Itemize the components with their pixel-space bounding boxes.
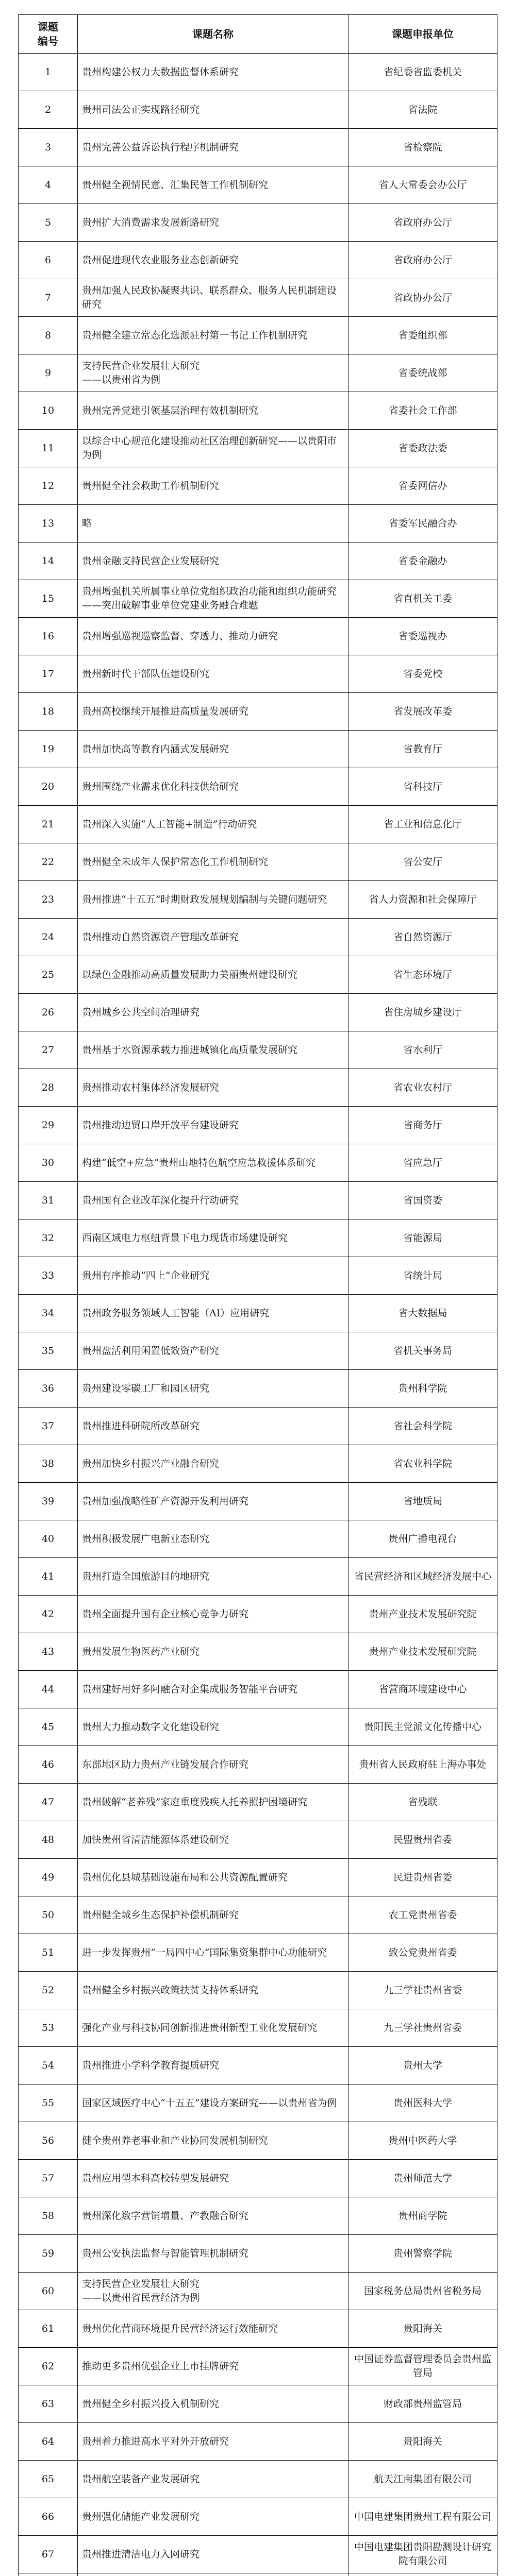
table-row: [19, 1784, 497, 1821]
topic-title-cell: 贵州破解“老养残”家庭重度残疾人托养照护困境研究: [78, 1784, 348, 1821]
applicant-unit-cell: 贵阳海关: [348, 2310, 497, 2348]
table-row: [19, 843, 497, 881]
topic-title-cell: 进一步发挥贵州“一局四中心”国际集资集群中心功能研究: [78, 1934, 348, 1972]
applicant-unit-cell: 省教育厅: [348, 731, 497, 768]
topic-number-cell: 24: [19, 919, 78, 956]
topic-number-cell: 57: [19, 2160, 78, 2197]
table-row: [19, 2084, 497, 2122]
topic-number-cell: 42: [19, 1596, 78, 1633]
topic-title-cell: 贵州推进小学科学教育提质研究: [78, 2047, 348, 2084]
applicant-unit-cell: 省委巡视办: [348, 618, 497, 655]
table-row: [19, 505, 497, 543]
table-row: [19, 1370, 497, 1408]
applicant-unit-cell: 中国证券监督管理委员会贵州监管局: [348, 2348, 497, 2385]
topic-title-cell: 贵州扩大消费需求发展新路研究: [78, 204, 348, 242]
topic-number-cell: 7: [19, 279, 78, 317]
table-row: [19, 1445, 497, 1483]
table-row: [19, 2122, 497, 2160]
table-row: [19, 956, 497, 994]
topic-title-cell: 贵州积极发展广电新业态研究: [78, 1520, 348, 1558]
applicant-unit-cell: 中国电建集团贵阳勘测设计研究院有限公司: [348, 2536, 497, 2573]
topic-number-cell: 14: [19, 543, 78, 580]
topic-number-cell: 35: [19, 1332, 78, 1370]
applicant-unit-cell: 民进贵州省委: [348, 1859, 497, 1896]
topic-title-cell: 贵州加强人民政协凝聚共识、联系群众、服务人民机制建设研究: [78, 279, 348, 317]
applicant-unit-cell: 省委军民融合办: [348, 505, 497, 543]
table-row: [19, 731, 497, 768]
topic-title-cell: 贵州金融支持民营企业发展研究: [78, 543, 348, 580]
applicant-unit-cell: 省生态环境厅: [348, 956, 497, 994]
table-row: [19, 768, 497, 806]
topic-number-cell: 38: [19, 1445, 78, 1483]
topic-title-cell: 构建“低空+应急”贵州山地特色航空应急救援体系研究: [78, 1144, 348, 1182]
topic-title-cell: 贵州完善党建引领基层治理有效机制研究: [78, 392, 348, 430]
topic-title-cell: 贵州健全乡村振兴政策扶贫支持体系研究: [78, 1972, 348, 2009]
topic-number-cell: 61: [19, 2310, 78, 2348]
topic-title-cell: 贵州增强机关所属事业单位党组织政治功能和组织功能研究——突出破解事业单位党建业务融合难题: [78, 580, 348, 618]
topic-number-cell: 30: [19, 1144, 78, 1182]
topic-title-cell: 贵州着力推进高水平对外开放研究: [78, 2423, 348, 2461]
topic-title-cell: 贵州推进“十五五”时期财政发展规划编制与关键问题研究: [78, 881, 348, 919]
table-row: [19, 1144, 497, 1182]
topic-number-cell: 31: [19, 1182, 78, 1219]
table-row: [19, 1896, 497, 1934]
topic-number-cell: 66: [19, 2498, 78, 2536]
topic-number-cell: 27: [19, 1031, 78, 1069]
topic-title-cell: 贵州促进现代农业服务业态创新研究: [78, 242, 348, 279]
table-row: [19, 2273, 497, 2310]
topic-number-cell: 23: [19, 881, 78, 919]
table-row: [19, 1483, 497, 1520]
topic-number-cell: 58: [19, 2197, 78, 2235]
topic-title-cell: 贵州推动边贸口岸开放平台建设研究: [78, 1107, 348, 1144]
applicant-unit-cell: 省委组织部: [348, 317, 497, 354]
table-row: [19, 2009, 497, 2047]
topic-title-cell: 贵州强化储能产业发展研究: [78, 2498, 348, 2536]
topic-number-cell: 16: [19, 618, 78, 655]
topic-number-cell: 34: [19, 1295, 78, 1332]
topic-title-cell: 贵州建设零碳工厂和园区研究: [78, 1370, 348, 1408]
topic-number-cell: 40: [19, 1520, 78, 1558]
table-row: [19, 1596, 497, 1633]
table-row: [19, 1107, 497, 1144]
table-row: [19, 1671, 497, 1708]
topic-title-cell: 支持民营企业发展壮大研究 ——以贵州省民营经济为例: [78, 2273, 348, 2310]
table-row: [19, 1182, 497, 1219]
topic-title-cell: 强化产业与科技协同创新推进贵州新型工业化发展研究: [78, 2009, 348, 2047]
topic-number-cell: 37: [19, 1408, 78, 1445]
table-row: [19, 919, 497, 956]
topic-title-cell: 贵州加强战略性矿产资源开发利用研究: [78, 1483, 348, 1520]
table-row: [19, 1295, 497, 1332]
topic-title-cell: 健全贵州养老事业和产业协同发展机制研究: [78, 2122, 348, 2160]
topic-number-cell: 18: [19, 693, 78, 731]
topic-number-cell: 59: [19, 2235, 78, 2273]
topic-title-cell: 贵州应用型本科高校转型发展研究: [78, 2160, 348, 2197]
applicant-unit-cell: 国家税务总局贵州省税务局: [348, 2273, 497, 2310]
table-row: [19, 1257, 497, 1295]
header-applicant-unit: 课题申报单位: [348, 15, 497, 54]
topic-number-cell: 41: [19, 1558, 78, 1596]
document-page: [18, 14, 497, 2576]
table-row: [19, 1332, 497, 1370]
topic-title-cell: 贵州公安执法监督与智能管理机制研究: [78, 2235, 348, 2273]
topic-number-cell: 56: [19, 2122, 78, 2160]
applicant-unit-cell: 省发展改革委: [348, 693, 497, 731]
topic-number-cell: 3: [19, 129, 78, 166]
topic-title-cell: 贵州深化数字营销增量、产教融合研究: [78, 2197, 348, 2235]
topic-number-cell: 49: [19, 1859, 78, 1896]
topic-number-cell: 15: [19, 580, 78, 618]
topic-title-cell: 贵州深入实施“人工智能+制造”行动研究: [78, 806, 348, 843]
topic-title-cell: 贵州基于水资源承载力推进城镇化高质量发展研究: [78, 1031, 348, 1069]
applicant-unit-cell: 省科技厅: [348, 768, 497, 806]
table-row: [19, 618, 497, 655]
table-row: [19, 2197, 497, 2235]
applicant-unit-cell: 省统计局: [348, 1257, 497, 1295]
applicant-unit-cell: 省委金融办: [348, 543, 497, 580]
topic-title-cell: 以综合中心规范化建设推动社区治理创新研究——以贵阳市为例: [78, 430, 348, 467]
table-row: [19, 166, 497, 204]
applicant-unit-cell: 省水利厅: [348, 1031, 497, 1069]
topic-title-cell: 贵州发展生物医药产业研究: [78, 1633, 348, 1671]
topic-title-cell: 推动更多贵州优强企业上市挂牌研究: [78, 2348, 348, 2385]
topic-title-cell: 东部地区助力贵州产业链发展合作研究: [78, 1746, 348, 1784]
topic-title-cell: 贵州健全社会救助工作机制研究: [78, 467, 348, 505]
topic-title-cell: 贵州盘活利用闲置低效资产研究: [78, 1332, 348, 1370]
applicant-unit-cell: 农工党贵州省委: [348, 1896, 497, 1934]
topic-number-cell: 64: [19, 2423, 78, 2461]
applicant-unit-cell: 致公党贵州省委: [348, 1934, 497, 1972]
topic-title-cell: 贵州航空装备产业发展研究: [78, 2461, 348, 2498]
topic-title-cell: 贵州围绕产业需求优化科技供给研究: [78, 768, 348, 806]
table-row: [19, 2348, 497, 2385]
header-topic-title: 课题名称: [78, 15, 348, 54]
topic-title-cell: 贵州完善公益诉讼执行程序机制研究: [78, 129, 348, 166]
applicant-unit-cell: 民盟贵州省委: [348, 1821, 497, 1859]
table-row: [19, 994, 497, 1031]
table-row: [19, 467, 497, 505]
table-body: [19, 54, 497, 2576]
topic-title-cell: 贵州推进清洁电力入网研究: [78, 2536, 348, 2573]
topic-number-cell: 45: [19, 1708, 78, 1746]
table-row: [19, 317, 497, 354]
topic-number-cell: 21: [19, 806, 78, 843]
topic-title-cell: 略: [78, 505, 348, 543]
topic-number-cell: 2: [19, 91, 78, 129]
applicant-unit-cell: 贵州中医药大学: [348, 2122, 497, 2160]
topic-title-cell: 贵州优化县城基础设施布局和公共资源配置研究: [78, 1859, 348, 1896]
table-header-row: [19, 15, 497, 54]
applicant-unit-cell: 省机关事务局: [348, 1332, 497, 1370]
applicant-unit-cell: 省住房城乡建设厅: [348, 994, 497, 1031]
topic-number-cell: 22: [19, 843, 78, 881]
topic-title-cell: 贵州政务服务领域人工智能（AI）应用研究: [78, 1295, 348, 1332]
table-row: [19, 1031, 497, 1069]
topic-number-cell: 65: [19, 2461, 78, 2498]
applicant-unit-cell: 省纪委省监委机关: [348, 54, 497, 91]
topic-number-cell: 32: [19, 1219, 78, 1257]
table-row: [19, 1633, 497, 1671]
topic-title-cell: 贵州优化营商环境提升民营经济运行效能研究: [78, 2310, 348, 2348]
table-row: [19, 693, 497, 731]
applicant-unit-cell: 省委网信办: [348, 467, 497, 505]
topic-title-cell: 贵州大力推动数字文化建设研究: [78, 1708, 348, 1746]
topic-title-cell: 贵州健全视情民意、汇集民智工作机制研究: [78, 166, 348, 204]
table-row: [19, 1859, 497, 1896]
applicant-unit-cell: 省农业农村厅: [348, 1069, 497, 1107]
table-row: [19, 2573, 497, 2576]
applicant-unit-cell: 省法院: [348, 91, 497, 129]
table-row: [19, 54, 497, 91]
topic-number-cell: 33: [19, 1257, 78, 1295]
table-row: [19, 1934, 497, 1972]
table-row: [19, 1708, 497, 1746]
header-topic-number: 课题 编号: [19, 15, 78, 54]
table-row: [19, 1558, 497, 1596]
topic-number-cell: 9: [19, 354, 78, 392]
table-row: [19, 2160, 497, 2197]
topic-title-cell: 贵州健全乡村振兴投入机制研究: [78, 2385, 348, 2423]
topic-number-cell: 46: [19, 1746, 78, 1784]
topic-number-cell: 6: [19, 242, 78, 279]
applicant-unit-cell: 省商务厅: [348, 1107, 497, 1144]
topic-number-cell: 44: [19, 1671, 78, 1708]
table-row: [19, 1408, 497, 1445]
topic-number-cell: 17: [19, 655, 78, 693]
table-row: [19, 1219, 497, 1257]
topic-title-cell: 贵州国有企业改革深化提升行动研究: [78, 1182, 348, 1219]
topic-number-cell: 19: [19, 731, 78, 768]
topic-number-cell: 43: [19, 1633, 78, 1671]
topic-number-cell: 50: [19, 1896, 78, 1934]
applicant-unit-cell: 省大数据局: [348, 1295, 497, 1332]
applicant-unit-cell: 省政府办公厅: [348, 204, 497, 242]
topic-title-cell: 支持民营企业发展壮大研究 ——以贵州省为例: [78, 354, 348, 392]
applicant-unit-cell: 贵州大学: [348, 2047, 497, 2084]
table-row: [19, 806, 497, 843]
table-row: [19, 204, 497, 242]
topic-number-cell: 8: [19, 317, 78, 354]
table-row: [19, 430, 497, 467]
table-row: [19, 580, 497, 618]
table-row: [19, 2235, 497, 2273]
applicant-unit-cell: 省应急厅: [348, 1144, 497, 1182]
table-row: [19, 2047, 497, 2084]
applicant-unit-cell: 省检察院: [348, 129, 497, 166]
topic-title-cell: 贵州健全建立常态化选派驻村第一书记工作机制研究: [78, 317, 348, 354]
topic-title-cell: 贵州健全城乡生态保护补偿机制研究: [78, 1896, 348, 1934]
topic-number-cell: 52: [19, 1972, 78, 2009]
topic-title-cell: 贵州打造全国旅游目的地研究: [78, 1558, 348, 1596]
topic-number-cell: 4: [19, 166, 78, 204]
topic-number-cell: 53: [19, 2009, 78, 2047]
applicant-unit-cell: 省自然资源厅: [348, 919, 497, 956]
topic-title-cell: 贵州加快乡村振兴产业融合研究: [78, 1445, 348, 1483]
applicant-unit-cell: 省残联: [348, 1784, 497, 1821]
topic-title-cell: 西南区域电力枢纽背景下电力现货市场建设研究: [78, 1219, 348, 1257]
applicant-unit-cell: 省人大常委会办公厅: [348, 166, 497, 204]
table-row: [19, 354, 497, 392]
applicant-unit-cell: 省委政法委: [348, 430, 497, 467]
applicant-unit-cell: 省委社会工作部: [348, 392, 497, 430]
topic-number-cell: 26: [19, 994, 78, 1031]
applicant-unit-cell: 贵州省人民政府驻上海办事处: [348, 1746, 497, 1784]
research-topics-table: [18, 14, 497, 2576]
topic-title-cell: 贵州新时代干部队伍建设研究: [78, 655, 348, 693]
table-row: [19, 129, 497, 166]
applicant-unit-cell: 省公安厅: [348, 843, 497, 881]
table-row: [19, 1821, 497, 1859]
applicant-unit-cell: 省社会科学院: [348, 1408, 497, 1445]
topic-number-cell: 29: [19, 1107, 78, 1144]
applicant-unit-cell: 九三学社贵州省委: [348, 1972, 497, 2009]
table-row: [19, 2423, 497, 2461]
table-row: [19, 2310, 497, 2348]
topic-number-cell: [19, 2573, 78, 2576]
applicant-unit-cell: 贵州师范大学: [348, 2160, 497, 2197]
applicant-unit-cell: 省政协办公厅: [348, 279, 497, 317]
applicant-unit-cell: 省委统战部: [348, 354, 497, 392]
applicant-unit-cell: 贵州广播电视台: [348, 1520, 497, 1558]
table-row: [19, 881, 497, 919]
applicant-unit-cell: 省营商环境建设中心: [348, 1671, 497, 1708]
topic-title-cell: [78, 2573, 348, 2576]
topic-number-cell: 10: [19, 392, 78, 430]
topic-title-cell: 贵州司法公正实现路径研究: [78, 91, 348, 129]
topic-title-cell: 贵州城乡公共空间治理研究: [78, 994, 348, 1031]
topic-number-cell: 67: [19, 2536, 78, 2573]
topic-number-cell: 13: [19, 505, 78, 543]
topic-title-cell: 贵州有序推动“四上”企业研究: [78, 1257, 348, 1295]
topic-number-cell: 28: [19, 1069, 78, 1107]
table-row: [19, 392, 497, 430]
applicant-unit-cell: 省民营经济和区域经济发展中心: [348, 1558, 497, 1596]
table-row: [19, 2385, 497, 2423]
table-row: [19, 1069, 497, 1107]
applicant-unit-cell: 贵州科学院: [348, 1370, 497, 1408]
topic-title-cell: 贵州高校继续开展推进高质量发展研究: [78, 693, 348, 731]
topic-number-cell: 25: [19, 956, 78, 994]
topic-number-cell: 55: [19, 2084, 78, 2122]
applicant-unit-cell: 航天江南集团有限公司: [348, 2461, 497, 2498]
topic-number-cell: 54: [19, 2047, 78, 2084]
applicant-unit-cell: 省人力资源和社会保障厅: [348, 881, 497, 919]
table-row: [19, 543, 497, 580]
table-row: [19, 1520, 497, 1558]
topic-number-cell: 5: [19, 204, 78, 242]
applicant-unit-cell: 省农业科学院: [348, 1445, 497, 1483]
table-row: [19, 91, 497, 129]
applicant-unit-cell: 贵阳海关: [348, 2423, 497, 2461]
topic-title-cell: 贵州推进科研院所改革研究: [78, 1408, 348, 1445]
topic-number-cell: 20: [19, 768, 78, 806]
applicant-unit-cell: 省国资委: [348, 1182, 497, 1219]
applicant-unit-cell: 省工业和信息化厅: [348, 806, 497, 843]
applicant-unit-cell: 省政府办公厅: [348, 242, 497, 279]
topic-title-cell: 以绿色金融推动高质量发展助力美丽贵州建设研究: [78, 956, 348, 994]
table-row: [19, 1972, 497, 2009]
applicant-unit-cell: 省直机关工委: [348, 580, 497, 618]
applicant-unit-cell: 财政部贵州监管局: [348, 2385, 497, 2423]
applicant-unit-cell: 贵州警察学院: [348, 2235, 497, 2273]
applicant-unit-cell: [348, 2573, 497, 2576]
table-row: [19, 1746, 497, 1784]
topic-title-cell: 贵州建好用好多阿融合对企集成服务智能平台研究: [78, 1671, 348, 1708]
table-row: [19, 2461, 497, 2498]
applicant-unit-cell: 中国电建集团贵州工程有限公司: [348, 2498, 497, 2536]
topic-number-cell: 12: [19, 467, 78, 505]
table-row: [19, 2498, 497, 2536]
applicant-unit-cell: 九三学社贵州省委: [348, 2009, 497, 2047]
topic-number-cell: 62: [19, 2348, 78, 2385]
table-row: [19, 655, 497, 693]
topic-title-cell: 贵州推动自然资源资产管理改革研究: [78, 919, 348, 956]
topic-title-cell: 贵州健全未成年人保护常态化工作机制研究: [78, 843, 348, 881]
applicant-unit-cell: 省地质局: [348, 1483, 497, 1520]
topic-title-cell: 加快贵州省清洁能源体系建设研究: [78, 1821, 348, 1859]
topic-number-cell: 51: [19, 1934, 78, 1972]
topic-title-cell: 贵州加快高等教育内涵式发展研究: [78, 731, 348, 768]
topic-number-cell: 11: [19, 430, 78, 467]
table-row: [19, 279, 497, 317]
topic-title-cell: 贵州构建公权力大数据监督体系研究: [78, 54, 348, 91]
topic-number-cell: 60: [19, 2273, 78, 2310]
applicant-unit-cell: 贵州商学院: [348, 2197, 497, 2235]
topic-number-cell: 39: [19, 1483, 78, 1520]
topic-number-cell: 63: [19, 2385, 78, 2423]
applicant-unit-cell: 省委党校: [348, 655, 497, 693]
topic-number-cell: 36: [19, 1370, 78, 1408]
table-row: [19, 242, 497, 279]
topic-title-cell: 贵州增强巡视巡察监督、穿透力、推动力研究: [78, 618, 348, 655]
applicant-unit-cell: 贵州医科大学: [348, 2084, 497, 2122]
applicant-unit-cell: 贵阳民主党派文化传播中心: [348, 1708, 497, 1746]
applicant-unit-cell: 贵州产业技术发展研究院: [348, 1633, 497, 1671]
topic-title-cell: 国家区域医疗中心“十五五”建设方案研究——以贵州省为例: [78, 2084, 348, 2122]
topic-title-cell: 贵州全面提升国有企业核心竞争力研究: [78, 1596, 348, 1633]
applicant-unit-cell: 贵州产业技术发展研究院: [348, 1596, 497, 1633]
topic-number-cell: 47: [19, 1784, 78, 1821]
topic-number-cell: 1: [19, 54, 78, 91]
topic-title-cell: 贵州推动农村集体经济发展研究: [78, 1069, 348, 1107]
applicant-unit-cell: 省能源局: [348, 1219, 497, 1257]
table-row: [19, 2536, 497, 2573]
topic-number-cell: 48: [19, 1821, 78, 1859]
